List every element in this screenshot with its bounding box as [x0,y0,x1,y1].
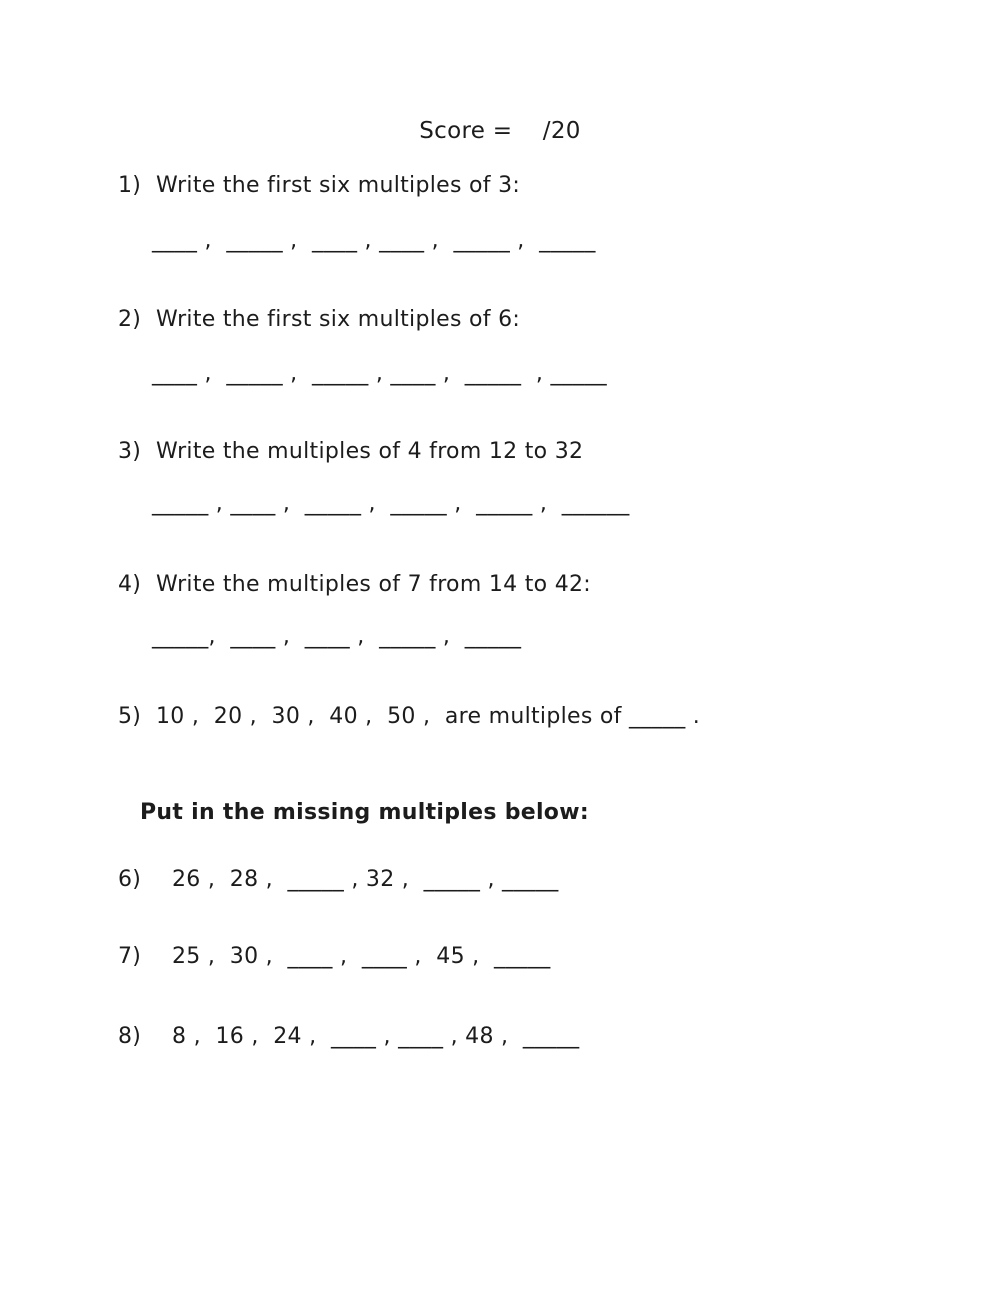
question-7-row [118,944,551,969]
question-1-number: 1) [118,173,142,198]
question-3-row [118,439,583,464]
question-2-answer-row [152,361,607,386]
question-3-answer-row [152,491,630,516]
question-8-sequence[interactable]: 8 , 16 , 24 , ____ , ____ , 48 , _____ [172,1024,580,1049]
question-5-row [118,704,700,729]
section-header-missing-multiples: Put in the missing multiples below: [140,800,589,825]
question-5-answer-blank[interactable]: _____ [629,704,686,729]
question-4-answer-row [152,624,521,649]
question-1-prompt: Write the first six multiples of 3: [156,173,521,198]
question-6-number: 6) [118,867,142,892]
question-2-answer-blanks[interactable]: ____ , _____ , _____ , ____ , _____ , _____ [152,361,607,386]
question-7-number: 7) [118,944,142,969]
question-2-number: 2) [118,307,142,332]
question-1-answer-blanks[interactable]: ____ , _____ , ____ , ____ , _____ , _____ [152,228,596,253]
question-4-row [118,572,591,597]
question-8-row [118,1024,579,1049]
question-1-row [118,173,520,198]
question-8-number: 8) [118,1024,142,1049]
question-3-prompt: Write the multiples of 4 from 12 to 32 [156,439,584,464]
question-7-sequence[interactable]: 25 , 30 , ____ , ____ , 45 , _____ [172,944,551,969]
question-5-suffix: . [685,704,701,729]
question-6-sequence[interactable]: 26 , 28 , _____ , 32 , _____ , _____ [172,867,559,892]
question-2-prompt: Write the first six multiples of 6: [156,307,521,332]
question-5-prompt: 10 , 20 , 30 , 40 , 50 , are multiples of [156,704,629,729]
question-1-answer-row [152,228,596,253]
question-4-prompt: Write the multiples of 7 from 14 to 42: [156,572,592,597]
question-4-answer-blanks[interactable]: _____, ____ , ____ , _____ , _____ [152,624,522,649]
score-label: Score = /20 [419,118,581,144]
question-3-answer-blanks[interactable]: _____ , ____ , _____ , _____ , _____ , ______ [152,491,630,516]
question-5-number: 5) [118,704,142,729]
question-3-number: 3) [118,439,142,464]
question-4-number: 4) [118,572,142,597]
question-2-row [118,307,520,332]
question-6-row [118,867,559,892]
